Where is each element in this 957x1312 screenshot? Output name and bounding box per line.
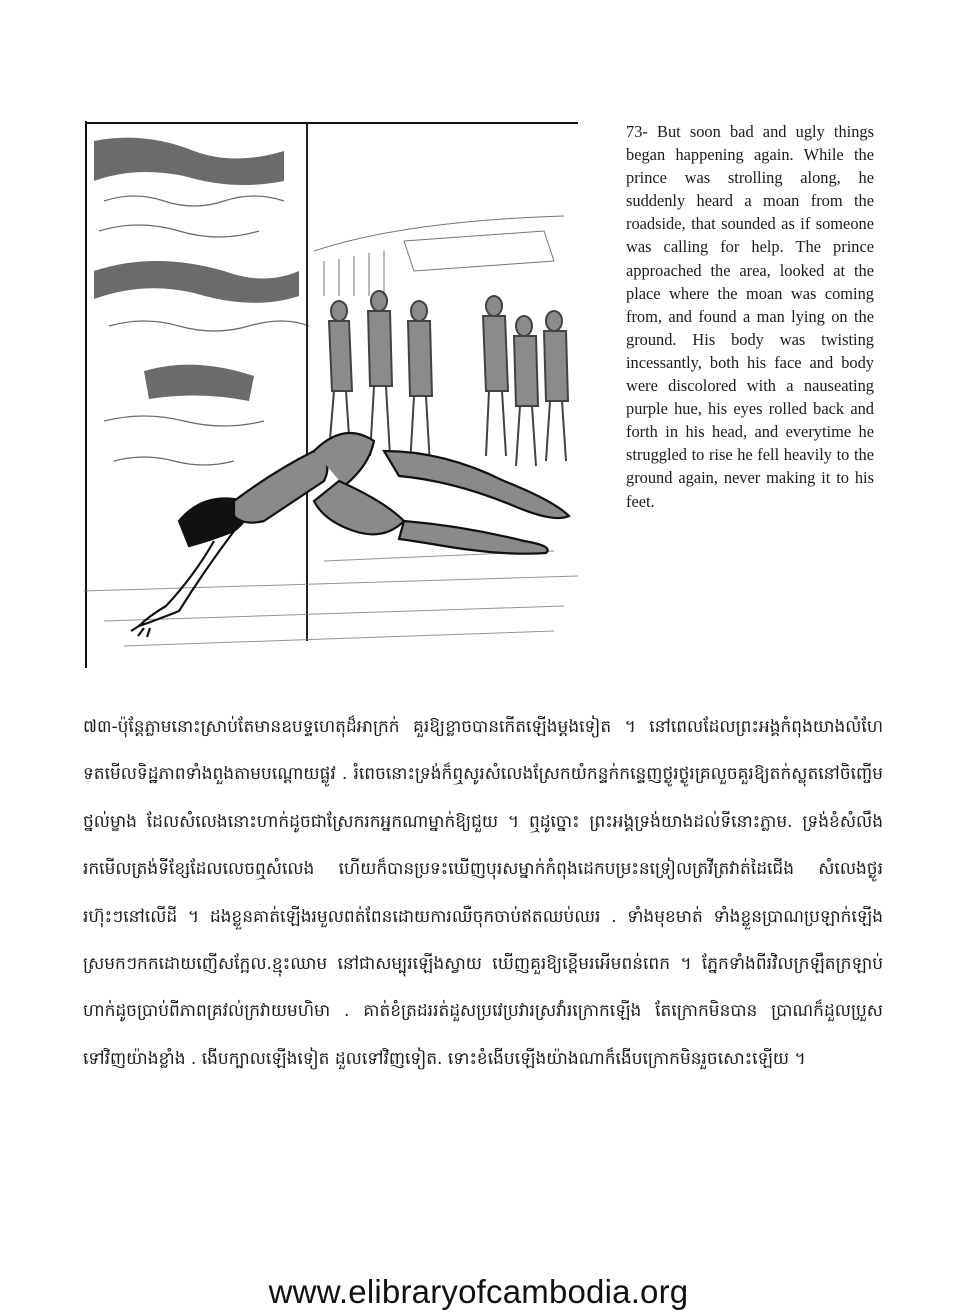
illustration <box>84 121 578 668</box>
english-caption <box>626 120 874 513</box>
khmer-body-text <box>83 704 883 1083</box>
khmer-paragraph: ៧៣-ប៉ុន្តែភ្លាមនោះស្រាប់តែមានឧបទ្ទហេតុដ៏អាក្រក់ គួរឱ្យខ្លាចបានកើតឡើងម្តងទៀត ។ នៅពេលដែលព្រះអង្គកំពុងយាងលំហែទតមើលទិដ្ឋភាពទាំងពួងតាមបណ្តោយផ្លូវ . រំពេចនោះទ្រង់ក៏ឮសូរសំលេងស្រែកយំកន្ទក់កន្ទេញថ្ងូរថ្ងូរគ្រលួចគួរឱ្យតក់ស្លុតនៅចិញ្ចើមថ្នល់ម្ខាង ដែលសំលេងនោះហាក់ដូចជាស្រែករកអ្នកណាម្នាក់ឱ្យជួយ ។ ឮដូច្នោះ ព្រះអង្គទ្រង់យាងដល់ទីនោះភ្លាម. ទ្រង់ខំសំលឹងរកមើលត្រង់ទីខ្សែដែលលេចឮសំលេង ហើយក៏បានប្រទះឃើញបុរសម្នាក់កំពុងដេកបម្រះនទ្រៀលត្រវីត្រវាត់ដៃជើង សំលេងថ្ងូររហ៊ុះៗនៅលើដី ។ ដងខ្លួនគាត់ឡើងរមួលពត់ពែនដោយការឈឺចុកចាប់ឥតឈប់ឈរ . ទាំងមុខមាត់ ទាំងខ្លួនប្រាណប្រឡាក់ឡើងស្រមកៗកកដោយញើសក្អែល.ខ្មុះឈាម នៅជាសម្បុរឡើងស្វាយ ឃើញគួរឱ្យខ្ពើមរអើមពន់ពេក ។ ភ្នែកទាំងពីរវិលក្រឡឹតក្រឡាប់ហាក់ដូចប្រាប់ពីភាពគ្រវល់ក្រវាយមហិមា . គាត់ខំត្រដររត់ដួសប្រវេប្រវារស្រវាំរក្រោកឡើង តែក្រោកមិនបាន ប្រាណក៏ដួលប្រួសទៅវិញយ៉ាងខ្លាំង . ងើបក្បាលឡើងទៀត ដួលទៅវិញទៀត. ទោះខំងើបឡើងយ៉ាងណាក៏ងើបក្រោកមិនរួចសោះឡើយ ។ <box>83 717 883 1069</box>
caption-paragraph: 73- But soon bad and ugly things began happening again. While the prince was strolling along, he suddenly heard a moan from the roadside, that sounded as if someone was calling for help. The prince approached the area, looked at the place where the moan was coming from, and found a man lying on the ground. His body was twisting incessantly, both his face and body were discolored with a nauseating purple hue, his eyes rolled back and forth in his head, and everytime he struggled to rise he fell heavily to the ground again, never making it to his feet. <box>626 122 874 511</box>
illustration-sick-man-on-ground-icon <box>84 121 578 668</box>
footer-url: www.elibraryofcambodia.org <box>268 1273 689 1310</box>
